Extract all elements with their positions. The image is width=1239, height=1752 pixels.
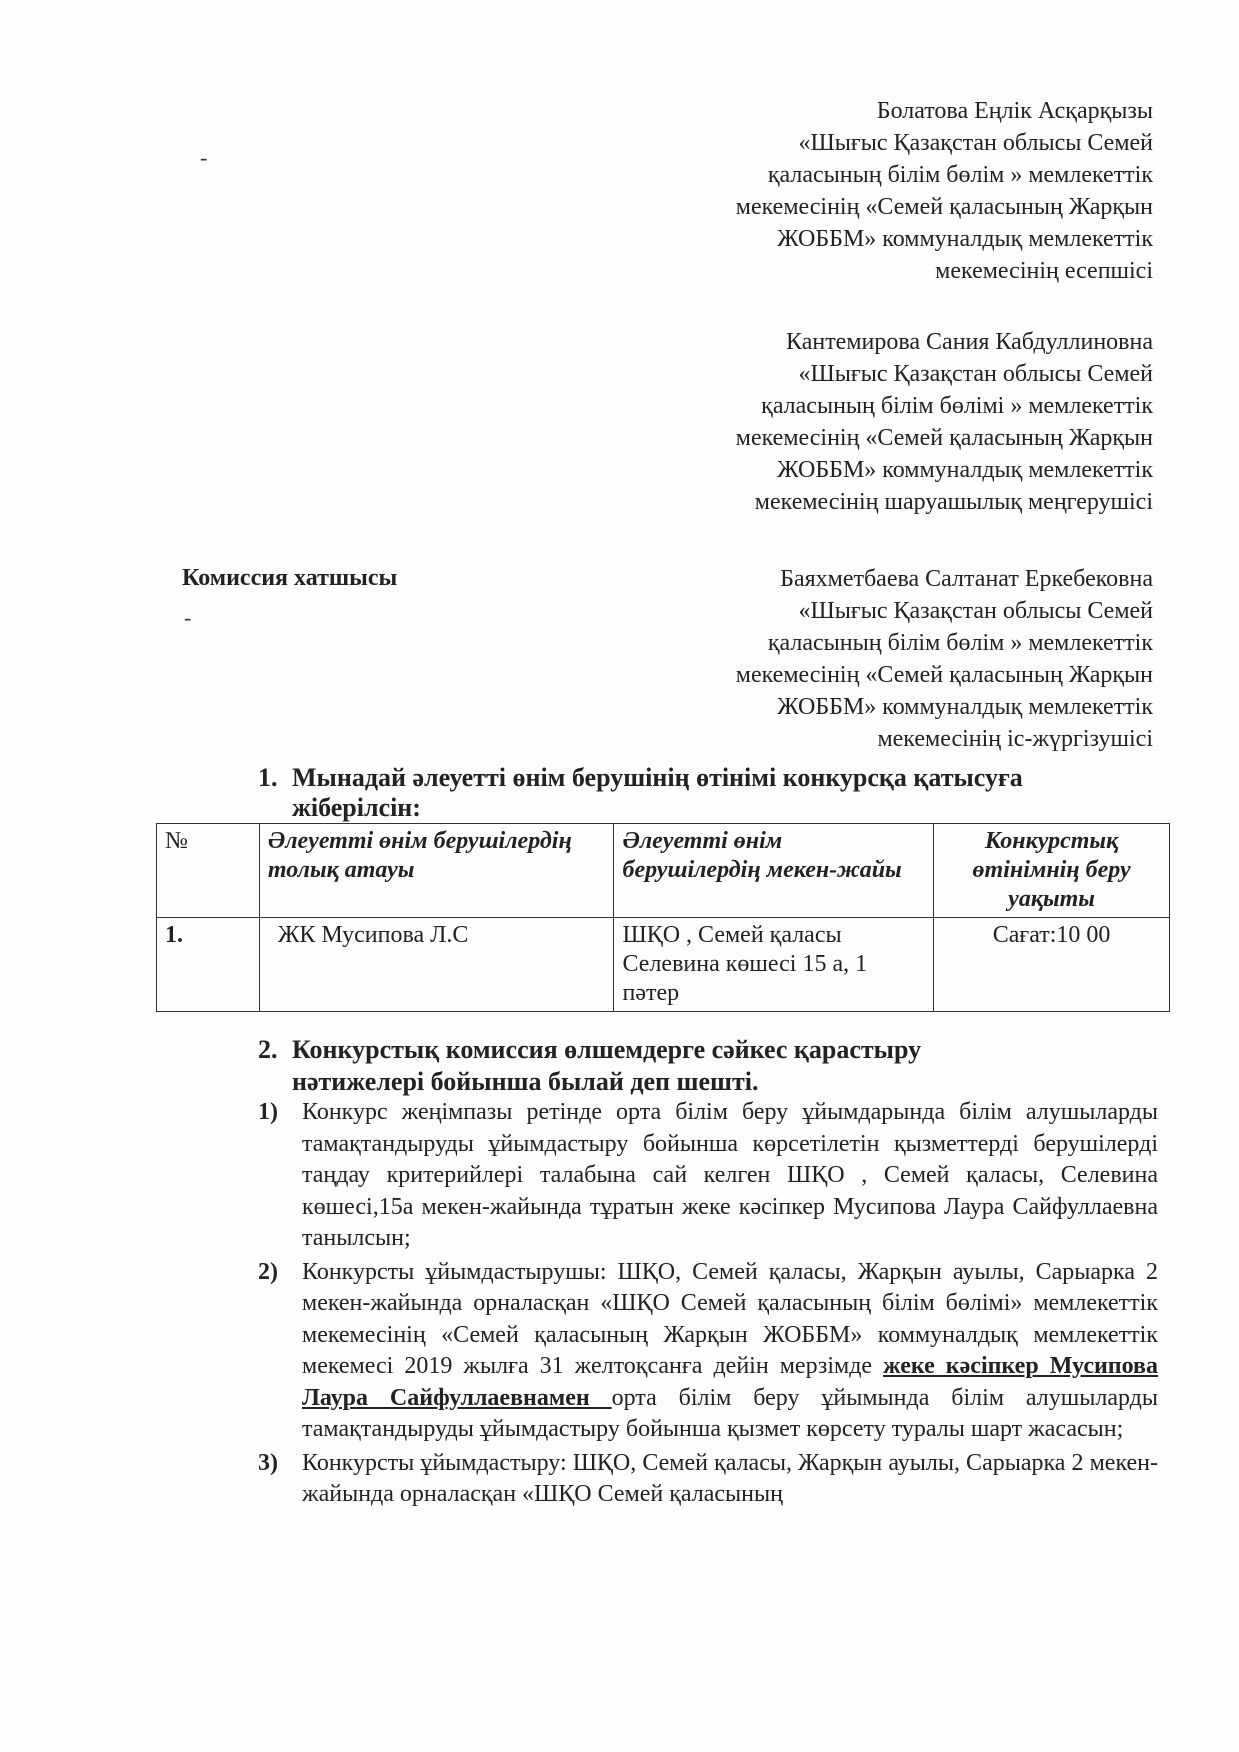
- row-name: ЖК Мусипова Л.С: [259, 918, 614, 1012]
- member-3-position: мекемесінің іс-жүргізушісі: [877, 726, 1153, 752]
- member-2-line: қаласының білім бөлімі » мемлекеттік: [761, 393, 1153, 419]
- member-3-line: қаласының білім бөлім » мемлекеттік: [767, 630, 1153, 656]
- member-2-line: «Шығыс Қазақстан облысы Семей: [798, 361, 1153, 387]
- commission-member-1: [736, 95, 1153, 287]
- item-number: 1): [258, 1099, 278, 1125]
- commission-member-2: [736, 326, 1153, 518]
- member-3-line: «Шығыс Қазақстан облысы Семей: [798, 598, 1153, 624]
- member-1-line: мекемесінің «Семей қаласының Жарқын: [735, 194, 1153, 220]
- item-text-part: Конкурсты ұйымдастырушы: ШҚО, Семей қаласы, Жарқын ауылы, Сарыарка 2 мекен-жайында орналасқан «ШҚО Семей қаласының білім бөлімі» мемлекеттік мекемесінің «Семей қаласының Жарқын ЖОББМ» коммуналдық мемлекеттік мекемесі 2019 жылға 31 желтоқсанға дейін мерзімде: [302, 1258, 1158, 1379]
- item-text-part: орта білім беру ұйымында білім алушыларды тамақтандыруды ұйымдастыру бойынша қызмет көрсету туралы шарт жасасын;: [302, 1384, 1159, 1442]
- section-1-line-1: Мынадай әлеуетті өнім берушінің өтінімі конкурсқа қатысуға: [292, 763, 1023, 792]
- item-text: [302, 1257, 1158, 1446]
- member-3-line: ЖОББМ» коммуналдық мемлекеттік: [777, 694, 1153, 720]
- commission-member-3: [736, 563, 1153, 755]
- dash-mark: -: [184, 605, 192, 630]
- section-1-line-2: жіберілсін:: [292, 793, 421, 822]
- item-number: 2): [258, 1258, 278, 1285]
- item-number: 3): [258, 1449, 278, 1476]
- row-address: ШҚО , Семей қаласы Селевина көшесі 15 а, 1 пәтер: [614, 918, 934, 1012]
- column-header-number: №: [157, 824, 260, 918]
- member-3-name: Баяхметбаева Салтанат Еркебековна: [780, 566, 1153, 592]
- member-1-position: мекемесінің есепшісі: [935, 258, 1153, 284]
- list-item: [258, 1097, 1158, 1255]
- row-number: 1.: [157, 918, 260, 1012]
- table-header-row: [157, 824, 1170, 918]
- column-header-name: Әлеуетті өнім берушілердің толық атауы: [259, 824, 614, 918]
- section-1-number: 1.: [258, 763, 278, 792]
- section-2-number: 2.: [258, 1035, 278, 1064]
- member-2-name: Кантемирова Сания Кабдуллиновна: [786, 329, 1153, 355]
- bidders-table: [156, 823, 1170, 1012]
- column-header-time: Конкурстық өтінімнің беру уақыты: [934, 824, 1170, 918]
- member-3-line: мекемесінің «Семей қаласының Жарқын: [735, 662, 1153, 688]
- secretary-label: Комиссия хатшысы: [182, 565, 398, 591]
- section-2-line-1: Конкурстық комиссия өлшемдерге сәйкес қарастыру: [292, 1035, 922, 1064]
- row-time: Сағат:10 00: [934, 918, 1170, 1012]
- section-2-line-2: нәтижелері бойынша былай деп шешті.: [292, 1067, 759, 1096]
- list-item: [258, 1257, 1158, 1446]
- item-text: Конкурсты ұйымдастыру: ШҚО, Семей қаласы, Жарқын ауылы, Сарыарка 2 мекен-жайында орналасқан «ШҚО Семей қаласының: [302, 1449, 1158, 1507]
- table-row: [157, 918, 1170, 1012]
- decision-list: [258, 1097, 1158, 1513]
- dash-mark: -: [200, 145, 208, 170]
- item-text: Конкурс жеңімпазы ретінде орта білім беру ұйымдарында білім алушыларды тамақтандыруды ұйымдастыру бойынша көрсетілетін қызметтерді берушілерді таңдау критерийлері талабына сай келген ШҚО , Семей қаласы, Селевина көшесі,15а мекен-жайында тұратын жеке кәсіпкер Мусипова Лаура Сайфуллаевна танылсын;: [302, 1099, 1158, 1251]
- member-2-position: мекемесінің шаруашылық меңгерушісі: [754, 489, 1153, 515]
- member-1-name: Болатова Еңлік Асқарқызы: [876, 98, 1153, 124]
- list-item: [258, 1448, 1158, 1511]
- member-1-line: ЖОББМ» коммуналдық мемлекеттік: [777, 226, 1153, 252]
- member-1-line: «Шығыс Қазақстан облысы Семей: [798, 130, 1153, 156]
- contractor-name-emphasis: жеке кәсіпкер Мусипова Лаура Сайфуллаевнамен: [302, 1353, 1158, 1411]
- member-2-line: ЖОББМ» коммуналдық мемлекеттік: [777, 457, 1153, 483]
- column-header-address: Әлеуетті өнім берушілердің мекен-жайы: [614, 824, 934, 918]
- member-1-line: қаласының білім бөлім » мемлекеттік: [767, 162, 1153, 188]
- member-2-line: мекемесінің «Семей қаласының Жарқын: [735, 425, 1153, 451]
